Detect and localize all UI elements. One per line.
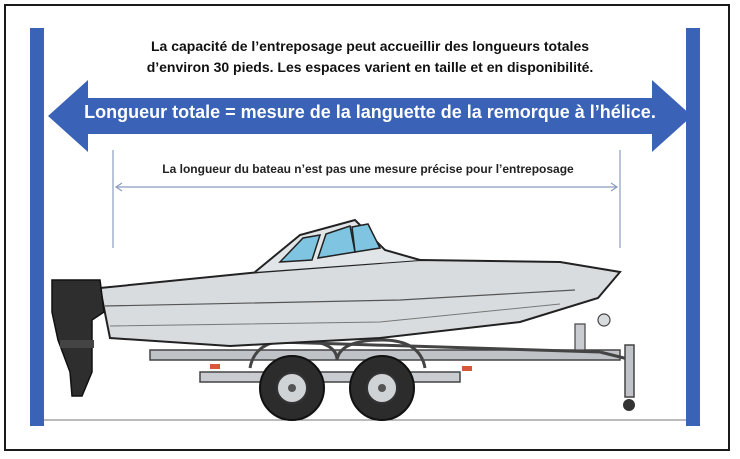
caption-line-1: La capacité de l’entreposage peut accueillir des longueurs totales (150, 38, 590, 54)
outboard-motor (52, 280, 104, 396)
trailer-wheel-front (350, 356, 414, 420)
overall-length-label: Longueur totale = mesure de la languette de la remorque à l’hélice. (84, 102, 656, 122)
boat-length-label: La longueur du bateau n’est pas une mesure précise pour l’entreposage (162, 162, 574, 176)
boat (100, 220, 620, 346)
caption-line-2: d’environ 30 pieds. Les espaces varient en taille et en disponibilité. (146, 59, 594, 75)
trailer-wheel-rear (260, 356, 324, 420)
